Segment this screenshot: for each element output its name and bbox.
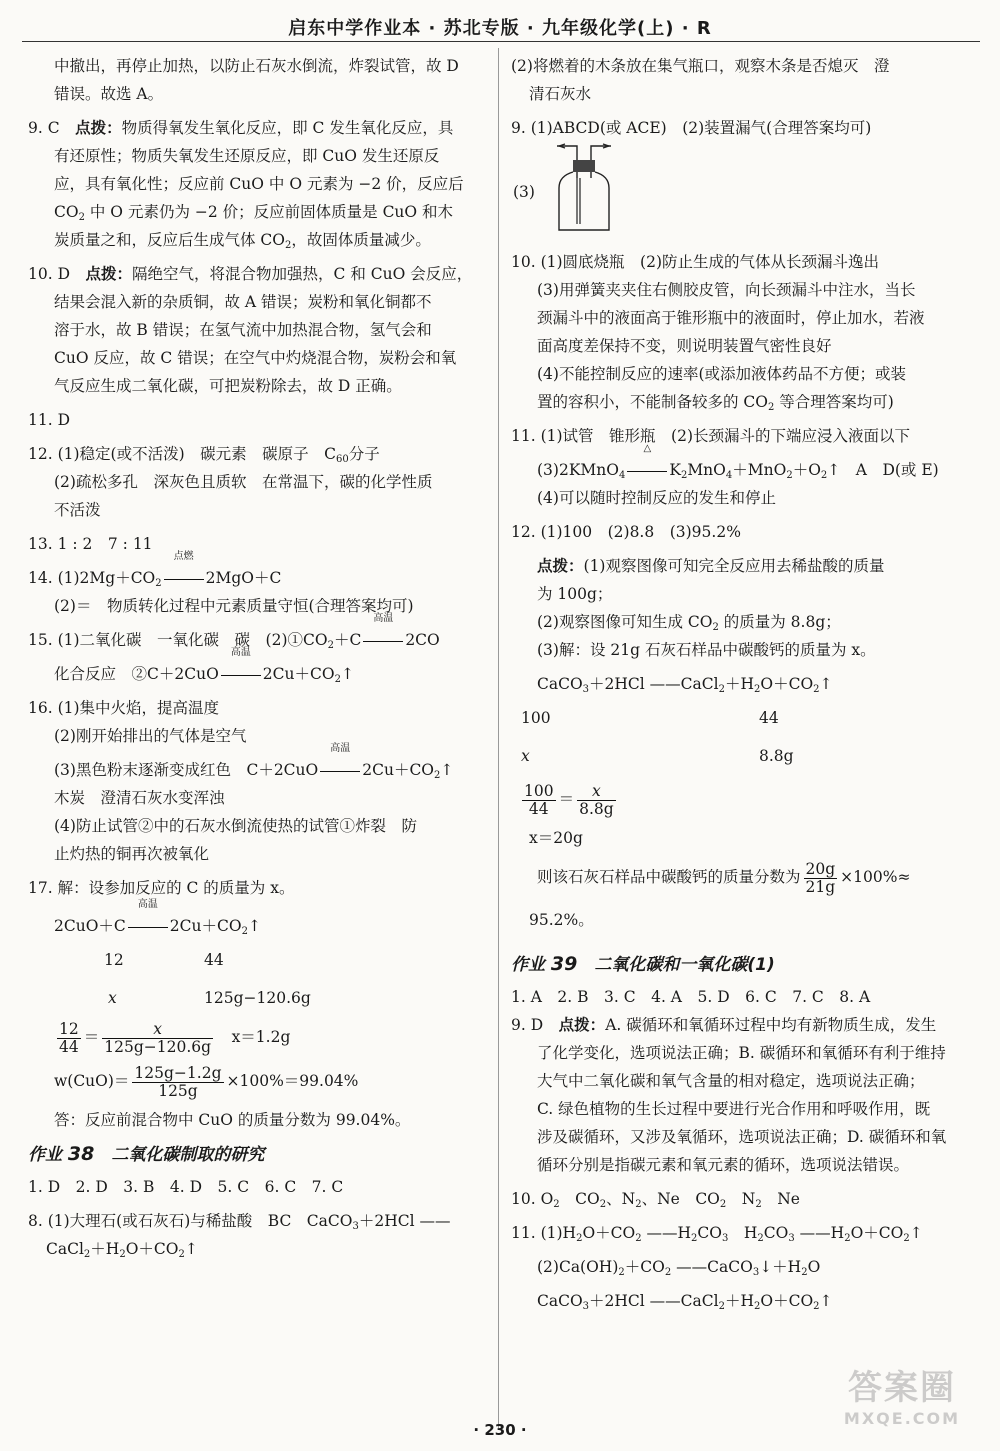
reaction-arrow: 点燃 — [164, 564, 204, 592]
gas-bottle-icon — [549, 138, 619, 247]
reaction-arrow: 高温 — [363, 626, 403, 654]
answer-14: 14. $(1)2Mg+CO_2$ 点燃 2MgO＋C (2)＝ 物质转化过程中元素质量守恒(合理答案均可) — [28, 551, 414, 615]
reaction-arrow: 高温 — [320, 756, 360, 784]
column-divider — [498, 48, 499, 1428]
hint-label: 点拨： — [75, 119, 122, 137]
answer-13: 13. 1 : 2 7 : 11 — [28, 535, 153, 553]
answer-8-cont: $CaCl_2+H_2O+CO_2↑$ — [46, 1240, 198, 1260]
answer-line: 1. A 2. B 3. C 4. A 5. D 6. C 7. C 8. A — [511, 988, 871, 1006]
answer-10-39: 10. $O_2$ $CO_2$、$N_2$、Ne $CO_2$ $N_2$ Ne — [511, 1190, 800, 1210]
text-line: (2)将燃着的木条放在集气瓶口，观察木条是否熄灭 澄 — [511, 57, 890, 75]
watermark-logo: 答案圈 MXQE.COM — [843, 1368, 961, 1428]
answer-11: 11. D — [28, 411, 71, 429]
answer-11-39: 11. $(1)H_2O+CO_2$ $——H_2CO_3$ $H_2CO_3$ $——H_2O+CO_2↑$ — [511, 1224, 923, 1244]
answer-10-right: 10. (1)圆底烧瓶 (2)防止生成的气体从长颈漏斗逸出 (3)用弹簧夹夹住右侧胶皮管，向长颈漏斗中注水，当长 颈漏斗中的液面高于锥形瓶中的液面时，停止加水，若液 面高度差保持不变，则说明装置气密性良好 (4)不能控制反应的速率(或添加液体药品不方便；或装 置的容积小，不能制备较多的 $CO_2$ 等合理答案均可) — [511, 253, 925, 413]
header-rule — [22, 41, 980, 42]
page-number: · 230 · — [473, 1421, 527, 1439]
section-heading-38: 作业 38 二氧化碳制取的研究 — [28, 1143, 265, 1165]
answer-9: 9. C 点拨：物质得氧发生氧化反应，即 C 发生氧化反应，具 有还原性；物质失氧发生还原反应，即 CuO 发生还原反 应，具有氧化性；反应前 CuO 中 O 元素为 −2 价，反应后 $CO_2$ 中 O 元素仍为 −2 价；反应前固体质量是 CuO 和木 炭质量之和，反应后生成气体 $CO_2$，故固体质量减少。 — [28, 119, 464, 251]
answer-17: 17. 解：设参加反应的 C 的质量为 x。 2CuO＋C 高温 $2Cu+CO_2↑$ 12 44 x 125g−120.6g $\frac{12}{44}$ ＝ $\frac{x}{125g-120.6g}$ x＝1.2g w(CuO)＝ $\frac{125g-1.2g}{125g}$ ×100%＝99.04% 答：反应前混合物中 CuO 的质量分数为 99.04%。 — [28, 879, 411, 1129]
fraction: $\frac{20g}{21g}$ — [805, 859, 836, 896]
left-column — [28, 52, 473, 1263]
answer-15: 15. (1)二氧化碳 一氧化碳 碳 $(2)①CO_2+C$ 高温 2CO 化合反应 ②C＋2CuO 高温 $2Cu+CO_2↑$ — [28, 626, 473, 688]
text-line: 清石灰水 — [529, 85, 592, 103]
answer-line: 1. D 2. D 3. B 4. D 5. C 6. C 7. C — [28, 1178, 344, 1196]
answer-12-right: 12. (1)100 (2)8.8 (3)95.2% 点拨：(1)观察图像可知完全反应用去稀盐酸的质量 为 100g； (2)观察图像可知生成 $CO_2$ 的质量为 8.8g； (3)解：设 21g 石灰石样品中碳酸钙的质量为 x。 CaCO$_3$＋2HCl $——CaCl_2+H_2O+CO_2↑$ 100 44 x 8.8g $\frac{100}{44}$ ＝ $\frac{x}{8.8g}$ x＝20g 则该石灰石样品中碳酸钙的质量分数为 $\frac{20g}{21g}$ ×100%≈ 95.2%。 — [511, 523, 911, 929]
fraction: $\frac{x}{8.8g}$ — [579, 781, 614, 818]
hint-label: 点拨： — [558, 1016, 606, 1034]
reaction-arrow: △ — [627, 456, 667, 484]
text-line: 中撤出，再停止加热，以防止石灰水倒流，炸裂试管，故 D — [54, 57, 459, 75]
answer-12: 12. (1)稳定(或不活泼) 碳元素 碳原子 $C_{60}$分子 (2)疏松多孔 深灰色且质软 在常温下，碳的化学性质 不活泼 — [28, 445, 433, 519]
answer-11-39-line2: $(2)Ca(OH)_2+CO_2$ $——CaCO_3↓+H_2O$ — [537, 1258, 821, 1278]
answer-11-right: 11. (1)试管 锥形瓶 (2)长颈漏斗的下端应浸入液面以下 (3)2KMnO$_4$ △ $K_2MnO_4+MnO_2+O_2↑$ A D(或 E) (4)可以随时控制反应的发生和停止 — [511, 427, 939, 507]
reaction-arrow: 高温 — [128, 912, 168, 940]
answer-8: 8. (1)大理石(或石灰石)与稀盐酸 BC CaCO$_3$＋2HCl —— — [28, 1212, 451, 1232]
answer-9-right: 9. (1)ABCD(或 ACE) (2)装置漏气(合理答案均可) (3) — [511, 114, 969, 242]
fraction: $\frac{12}{44}$ — [59, 1019, 79, 1056]
fraction: $\frac{125g-1.2g}{125g}$ — [134, 1063, 222, 1100]
answer-11-39-line3: CaCO$_3$＋2HCl $——CaCl_2+H_2O+CO_2↑$ — [537, 1292, 833, 1312]
reaction-arrow: 高温 — [221, 660, 261, 688]
answer-9-39: 9. D 点拨：A. 碳循环和氧循环过程中均有新物质生成，发生 了化学变化，选项说法正确；B. 碳循环和氧循环有利于维持 大气中二氧化碳和氧气含量的相对稳定，选项说法正确； C. 绿色植物的生长过程中要进行光合作用和呼吸作用，既 涉及碳循环，又涉及氧循环，选项说法正确；D. 碳循环和氧 循环分别是指碳元素和氧元素的循环，选项说法错误。 — [511, 1016, 947, 1174]
answer-16: 16. (1)集中火焰，提高温度 (2)刚开始排出的气体是空气 (3)黑色粉末逐渐变成红色 C＋2CuO 高温 $2Cu+CO_2↑$ 木炭 澄清石灰水变浑浊 (4)防止试管②中的石灰水倒流使热的试管①炸裂 防 止灼热的铜再次被氧化 — [28, 699, 454, 863]
fraction: $\frac{100}{44}$ — [524, 781, 554, 818]
answer-10: 10. D 点拨：隔绝空气，将混合物加强热，C 和 CuO 会反应， 结果会混入新的杂质铜，故 A 错误；炭粉和氧化铜都不 溶于水，故 B 错误；在氢气流中加热混合物，氢气会和 CuO 反应，故 C 错误；在空气中灼烧混合物，炭粉会和氧 气反应生成二氧化碳，可把炭粉除去，故 D 正确。 — [28, 265, 473, 395]
section-heading-39: 作业 39 二氧化碳和一氧化碳(1) — [511, 953, 775, 975]
right-column — [511, 52, 969, 1315]
hint-label: 点拨： — [537, 557, 584, 575]
text-line: 错误。故选 A。 — [54, 85, 164, 103]
hint-label: 点拨： — [85, 265, 133, 283]
fraction: $\frac{x}{125g-120.6g}$ — [104, 1019, 212, 1056]
page-header: 启东中学作业本 · 苏北专版 · 九年级化学(上) · R — [288, 18, 712, 39]
